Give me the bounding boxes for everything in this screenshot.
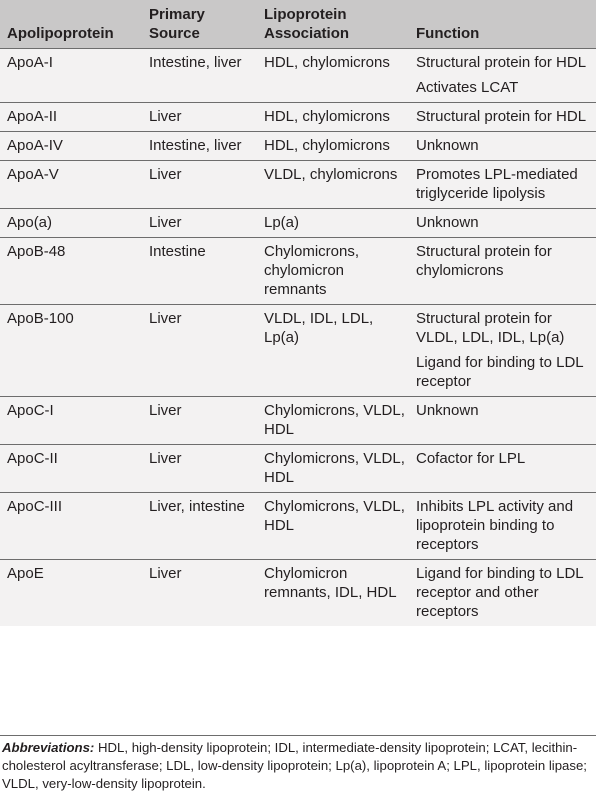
table-row: [0, 161, 596, 209]
cell-function: [410, 445, 596, 493]
cell-function: [410, 209, 596, 238]
header-row: [0, 0, 596, 49]
cell-apolipoprotein: ApoC-III: [7, 498, 63, 515]
cell-function: [410, 560, 596, 627]
cell-apolipoprotein: ApoC-II: [7, 450, 58, 467]
function-item: Structural protein for HDL: [416, 54, 587, 71]
function-item: Structural protein for HDL: [416, 108, 587, 125]
table-row: [0, 493, 596, 560]
cell-lipoprotein-association: HDL, chylomicrons: [264, 54, 390, 71]
cell-primary-source: Liver: [149, 108, 182, 125]
cell-lipoprotein-association: Chylomicrons, VLDL, HDL: [264, 402, 405, 438]
cell-primary-source: Intestine: [149, 243, 206, 260]
function-item: Unknown: [416, 137, 479, 154]
cell-primary-source: Liver: [149, 214, 182, 231]
cell-apolipoprotein: ApoC-I: [7, 402, 54, 419]
cell-lipoprotein-association: HDL, chylomicrons: [264, 137, 390, 154]
cell-function: [410, 49, 596, 103]
cell-lipoprotein-association: VLDL, chylomicrons: [264, 166, 398, 183]
table-row: [0, 103, 596, 132]
cell-primary-source: Intestine, liver: [149, 54, 242, 71]
cell-function: [410, 238, 596, 305]
header-primary-source: Primary Source: [149, 6, 205, 42]
cell-lipoprotein-association: HDL, chylomicrons: [264, 108, 390, 125]
function-item: Unknown: [416, 402, 479, 419]
cell-primary-source: Liver: [149, 402, 182, 419]
abbreviations-text: HDL, high-density lipoprotein; IDL, intermediate-density lipoprotein; LCAT, lecithin-cholesterol acyltransferase; LDL, low-density lipoprotein; Lp(a), lipoprotein A; LPL, lipoprotein lipase; VLDL, very-low-density lipoprotein.: [2, 740, 587, 791]
table-body: [0, 49, 596, 627]
table-row: [0, 238, 596, 305]
cell-apolipoprotein: ApoA-I: [7, 54, 53, 71]
cell-primary-source: Liver: [149, 565, 182, 582]
cell-apolipoprotein: ApoB-100: [7, 310, 74, 327]
table-row: [0, 305, 596, 397]
function-item: Unknown: [416, 214, 479, 231]
abbreviations-footnote: [0, 735, 596, 794]
cell-apolipoprotein: Apo(a): [7, 214, 53, 231]
cell-lipoprotein-association: Chylomicron remnants, IDL, HDL: [264, 565, 397, 601]
abbreviations-label: Abbreviations:: [2, 740, 95, 755]
cell-primary-source: Liver, intestine: [149, 498, 245, 515]
table-row: [0, 560, 596, 627]
table-row: [0, 49, 596, 103]
cell-lipoprotein-association: Chylomicrons, VLDL, HDL: [264, 498, 405, 534]
cell-function: [410, 397, 596, 445]
function-item: Ligand for binding to LDL receptor: [416, 354, 584, 390]
cell-apolipoprotein: ApoA-II: [7, 108, 58, 125]
cell-lipoprotein-association: Chylomicrons, VLDL, HDL: [264, 450, 405, 486]
cell-apolipoprotein: ApoA-V: [7, 166, 59, 183]
cell-lipoprotein-association: Lp(a): [264, 214, 300, 231]
header-function: Function: [416, 25, 480, 42]
cell-lipoprotein-association: VLDL, IDL, LDL, Lp(a): [264, 310, 374, 346]
function-item: Inhibits LPL activity and lipoprotein binding to receptors: [416, 498, 574, 553]
cell-primary-source: Liver: [149, 310, 182, 327]
cell-apolipoprotein: ApoB-48: [7, 243, 66, 260]
cell-function: [410, 161, 596, 209]
cell-primary-source: Liver: [149, 450, 182, 467]
function-item: Cofactor for LPL: [416, 450, 526, 467]
cell-lipoprotein-association: Chylomicrons, chylomicron remnants: [264, 243, 360, 298]
cell-function: [410, 103, 596, 132]
function-item: Promotes LPL-mediated triglyceride lipolysis: [416, 166, 578, 202]
header-apolipoprotein: Apolipoprotein: [7, 25, 114, 42]
cell-function: [410, 493, 596, 560]
cell-function: [410, 305, 596, 397]
function-item: Activates LCAT: [416, 79, 519, 96]
function-item: Ligand for binding to LDL receptor and other receptors: [416, 565, 584, 620]
table-row: [0, 209, 596, 238]
cell-function: [410, 132, 596, 161]
table-header: [0, 0, 596, 49]
cell-apolipoprotein: ApoA-IV: [7, 137, 63, 154]
table-row: [0, 132, 596, 161]
table-row: [0, 397, 596, 445]
cell-primary-source: Liver: [149, 166, 182, 183]
function-item: Structural protein for VLDL, LDL, IDL, Lp(a): [416, 310, 565, 346]
header-lipoprotein-association: Lipoprotein Association: [264, 6, 350, 42]
table-row: [0, 445, 596, 493]
cell-primary-source: Intestine, liver: [149, 137, 242, 154]
function-item: Structural protein for chylomicrons: [416, 243, 552, 279]
cell-apolipoprotein: ApoE: [7, 565, 44, 582]
